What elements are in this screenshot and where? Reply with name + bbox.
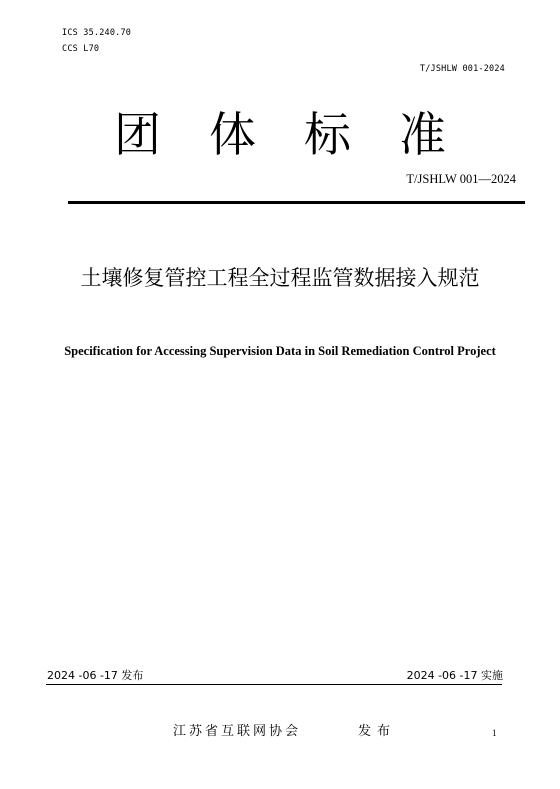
chinese-title: 土壤修复管控工程全过程监管数据接入规范 bbox=[80, 266, 480, 290]
category-char: 体 bbox=[209, 108, 256, 163]
category-char: 准 bbox=[399, 108, 446, 163]
ics-code: ICS 35.240.70 bbox=[62, 28, 132, 38]
standard-number: T/JSHLW 001—2024 bbox=[406, 172, 516, 186]
publish-label: 发布 bbox=[358, 724, 397, 739]
header-divider bbox=[68, 201, 525, 204]
implementation-date: 2024 -06 -17 实施 bbox=[406, 669, 503, 682]
english-title: Specification for Accessing Supervision Data in Soil Remediation Control Project bbox=[64, 344, 496, 358]
category-char: 团 bbox=[114, 108, 161, 163]
ccs-code: CCS L70 bbox=[62, 44, 100, 54]
category-char: 标 bbox=[304, 108, 351, 163]
page-number: 1 bbox=[492, 728, 497, 738]
release-date: 2024 -06 -17 发布 bbox=[47, 669, 144, 682]
standard-category-title bbox=[0, 108, 560, 164]
publisher-name: 江苏省互联网协会 bbox=[173, 724, 302, 739]
footer-divider bbox=[46, 684, 502, 685]
standard-code-header: T/JSHLW 001-2024 bbox=[419, 64, 505, 74]
